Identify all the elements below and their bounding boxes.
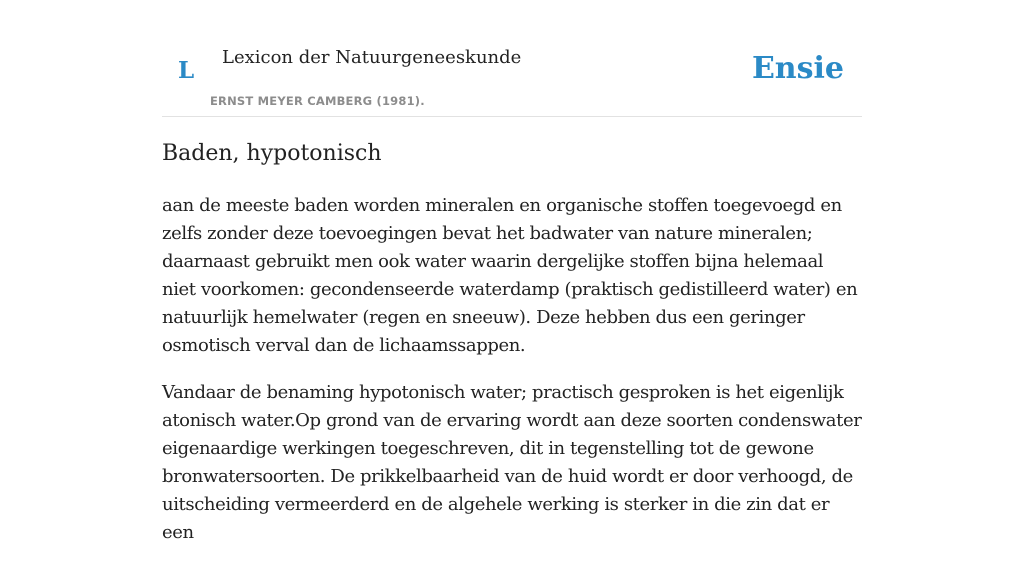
article-paragraph: Vandaar de benaming hypotonisch water; practisch gesproken is het eigenlijk atonisch water.Op grond van de ervaring wordt aan deze soorten condenswater eigenaardige werkingen toegeschreven, dit in tegenstelling tot de gewone bronwatersoorten. De prikkelbaarheid van de huid wordt er door verhoogd, de uitscheiding vermeerderd en de algehele werking is sterker in die zin dat er een <box>162 382 862 543</box>
page-header <box>162 0 862 117</box>
brand-logo[interactable]: Ensie <box>751 51 844 86</box>
article <box>162 136 862 566</box>
book-title-link[interactable]: Lexicon der Natuurgeneeskunde <box>222 47 522 68</box>
entry-title: Baden, hypotonisch <box>162 141 382 166</box>
book-author: ERNST MEYER CAMBERG (1981). <box>210 94 425 108</box>
article-paragraph: aan de meeste baden worden mineralen en organische stoffen toegevoegd en zelfs zonder deze toevoegingen bevat het badwater van nature mineralen; daarnaast gebruikt men ook water waarin dergelijke stoffen bijna helemaal niet voorkomen: gecondenseerde waterdamp (praktisch gedistilleerd water) en natuurlijk hemelwater (regen en sneeuw). Deze hebben dus een geringer osmotisch verval dan de lichaamssappen. <box>162 195 858 356</box>
book-logo-icon[interactable]: L <box>178 57 195 84</box>
